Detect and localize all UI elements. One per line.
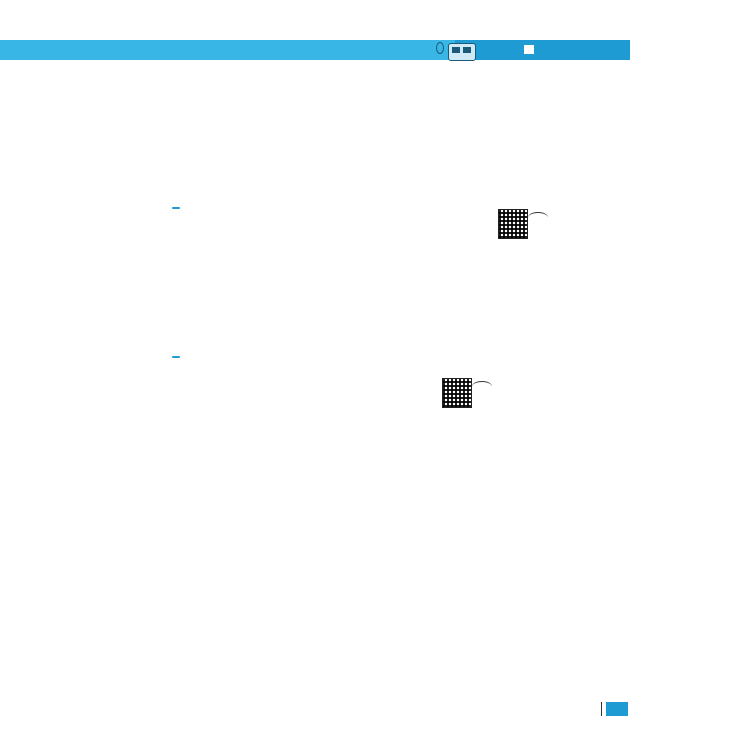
footer-color-bar — [606, 702, 628, 716]
exercise7-badge — [172, 207, 180, 209]
exercise8-badge — [172, 356, 180, 358]
qr-code-icon[interactable] — [498, 209, 528, 239]
curved-arrow-icon — [472, 381, 492, 392]
page-separator — [601, 702, 602, 716]
location-pin-icon — [436, 42, 444, 54]
curved-arrow-icon — [528, 212, 548, 223]
qr-code-icon[interactable] — [442, 378, 472, 408]
megabook-logo-icon — [524, 45, 534, 54]
header-brand-bar — [455, 40, 630, 60]
bus-icon — [448, 43, 476, 61]
